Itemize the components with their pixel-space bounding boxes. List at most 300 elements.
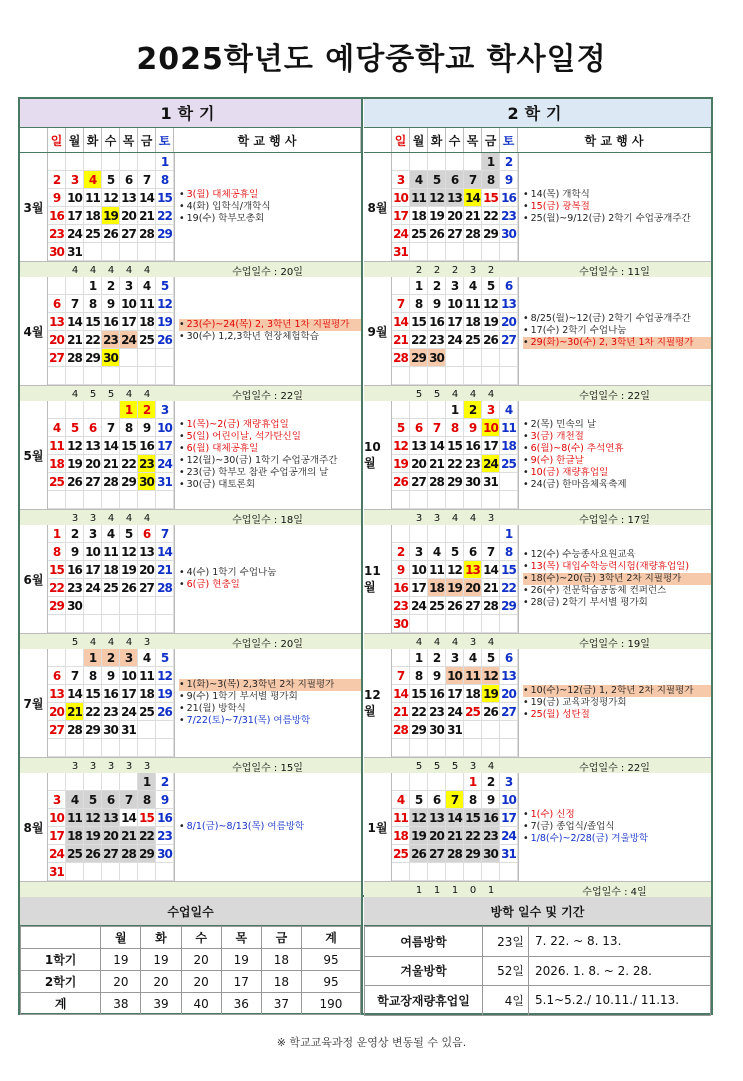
date-cell xyxy=(120,597,138,615)
date-cell: 15 xyxy=(410,685,428,703)
date-cell: 1 xyxy=(48,525,66,543)
date-cell xyxy=(410,243,428,261)
month-label: 1월 xyxy=(364,773,392,881)
date-cell: 31 xyxy=(500,845,518,863)
date-cell xyxy=(138,863,156,881)
event-text: 17(수) 2학기 수업나눔 xyxy=(530,325,627,336)
date-cell: 16 xyxy=(66,561,84,579)
event-item xyxy=(523,189,711,201)
date-cell: 24 xyxy=(446,703,464,721)
date-cell: 10 xyxy=(482,419,500,437)
date-cell xyxy=(84,773,102,791)
date-cell xyxy=(392,773,410,791)
event-item xyxy=(179,567,361,579)
date-cell: 1 xyxy=(84,649,102,667)
date-cell: 5 xyxy=(66,419,84,437)
class-days-count: 수업일수 : 11일 xyxy=(579,266,650,278)
date-cell xyxy=(482,615,500,633)
date-cell: 13 xyxy=(428,809,446,827)
event-text: 25(월)~9/12(금) 2학기 수업공개주간 xyxy=(530,213,691,224)
weekday-count: 3 xyxy=(469,264,477,276)
vacation-cell: 겨울방학 xyxy=(365,956,483,986)
date-cell: 31 xyxy=(446,721,464,739)
date-cell xyxy=(48,277,66,295)
date-cell: 24 xyxy=(410,597,428,615)
month-grid xyxy=(48,649,174,757)
event-item xyxy=(179,467,361,479)
date-cell xyxy=(464,243,482,261)
date-cell xyxy=(102,367,120,385)
weekday-count: 4 xyxy=(469,512,477,524)
date-cell xyxy=(48,649,66,667)
date-cell xyxy=(120,491,138,509)
date-cell: 17 xyxy=(500,809,518,827)
date-cell: 18 xyxy=(500,437,518,455)
month-block xyxy=(20,277,361,401)
date-cell: 3 xyxy=(120,649,138,667)
bullet-icon: • xyxy=(523,597,529,608)
event-item xyxy=(523,337,711,349)
weekday-count: 3 xyxy=(71,760,79,772)
date-cell xyxy=(102,597,120,615)
event-text: 4(수) 1학기 수업나눔 xyxy=(186,567,277,578)
weekday-count: 3 xyxy=(71,512,79,524)
month-grid xyxy=(48,401,174,509)
date-cell: 11 xyxy=(428,561,446,579)
weekday-count: 3 xyxy=(143,760,151,772)
date-cell: 23 xyxy=(66,579,84,597)
month-footer xyxy=(20,881,361,897)
date-cell: 4 xyxy=(464,649,482,667)
date-cell: 7 xyxy=(102,419,120,437)
date-cell: 2 xyxy=(392,543,410,561)
date-cell xyxy=(156,597,174,615)
day-header: 토 xyxy=(156,128,174,152)
bullet-icon: • xyxy=(179,703,185,714)
weekday-count: 5 xyxy=(415,760,423,772)
date-cell: 22 xyxy=(138,827,156,845)
event-text: 13(목) 대입수학능력시험(재량휴업일) xyxy=(530,561,690,572)
date-cell: 14 xyxy=(446,809,464,827)
event-item xyxy=(179,331,361,343)
semester1-header: 1학기 xyxy=(20,99,361,128)
date-cell: 6 xyxy=(428,791,446,809)
weekday-count: 4 xyxy=(469,388,477,400)
events-list xyxy=(174,153,361,261)
bullet-icon: • xyxy=(179,213,185,224)
date-cell: 10 xyxy=(84,543,102,561)
date-cell: 26 xyxy=(156,331,174,349)
summary-header-cell: 월 xyxy=(101,927,141,949)
date-cell: 29 xyxy=(156,225,174,243)
events-header: 학 교 행 사 xyxy=(518,128,711,152)
date-cell: 1 xyxy=(410,277,428,295)
date-cell xyxy=(84,367,102,385)
date-cell: 16 xyxy=(428,685,446,703)
date-cell: 29 xyxy=(482,225,500,243)
month-footer xyxy=(364,509,711,525)
events-list xyxy=(518,773,711,881)
date-cell: 3 xyxy=(120,277,138,295)
event-text: 30(수) 1,2,3학년 현장체험학습 xyxy=(186,331,319,342)
date-cell: 28 xyxy=(66,349,84,367)
date-cell: 14 xyxy=(66,313,84,331)
bullet-icon: • xyxy=(523,213,529,224)
date-cell: 14 xyxy=(392,313,410,331)
bullet-icon: • xyxy=(523,467,529,478)
date-cell: 27 xyxy=(446,225,464,243)
date-cell: 2 xyxy=(102,649,120,667)
event-item xyxy=(523,455,711,467)
events-list xyxy=(518,525,711,633)
date-cell: 28 xyxy=(482,597,500,615)
date-cell: 2 xyxy=(464,401,482,419)
date-cell: 4 xyxy=(138,277,156,295)
date-cell: 10 xyxy=(120,295,138,313)
date-cell xyxy=(66,773,84,791)
bullet-icon: • xyxy=(523,561,529,572)
weekday-count: 4 xyxy=(451,388,459,400)
month-grid xyxy=(392,649,518,757)
weekday-count: 4 xyxy=(125,636,133,648)
bullet-icon: • xyxy=(179,455,185,466)
date-cell: 9 xyxy=(428,295,446,313)
date-cell: 28 xyxy=(102,473,120,491)
date-cell: 16 xyxy=(156,809,174,827)
date-cell xyxy=(464,491,482,509)
date-cell: 20 xyxy=(500,313,518,331)
date-cell: 22 xyxy=(48,579,66,597)
date-cell: 17 xyxy=(48,827,66,845)
weekday-count: 4 xyxy=(433,636,441,648)
date-cell xyxy=(392,277,410,295)
summary-header-cell xyxy=(21,927,101,949)
date-cell: 3 xyxy=(48,791,66,809)
date-cell xyxy=(138,349,156,367)
month-footer xyxy=(20,633,361,649)
date-cell: 17 xyxy=(156,437,174,455)
event-text: 29(화)~30(수) 2, 3학년 1차 지필평가 xyxy=(530,337,694,348)
date-cell xyxy=(428,739,446,757)
date-cell: 18 xyxy=(102,561,120,579)
date-cell: 3 xyxy=(66,171,84,189)
date-cell: 15 xyxy=(500,561,518,579)
date-cell: 21 xyxy=(482,579,500,597)
date-cell: 26 xyxy=(156,703,174,721)
date-cell: 10 xyxy=(446,667,464,685)
date-cell: 19 xyxy=(428,207,446,225)
date-cell: 25 xyxy=(428,597,446,615)
event-text: 8/1(금)~8/13(목) 여름방학 xyxy=(186,821,305,832)
date-cell: 4 xyxy=(102,525,120,543)
date-cell: 30 xyxy=(392,615,410,633)
date-cell: 6 xyxy=(84,419,102,437)
date-cell: 13 xyxy=(102,809,120,827)
event-item xyxy=(523,573,711,585)
date-cell: 8 xyxy=(84,295,102,313)
date-cell xyxy=(482,721,500,739)
events-list xyxy=(174,525,361,633)
event-text: 18(수)~20(금) 3학년 2차 지필평가 xyxy=(530,573,682,584)
date-cell xyxy=(482,243,500,261)
date-cell: 21 xyxy=(138,207,156,225)
day-header: 토 xyxy=(500,128,518,152)
date-cell: 10 xyxy=(500,791,518,809)
month-label: 6월 xyxy=(20,525,48,633)
date-cell: 18 xyxy=(66,827,84,845)
class-days-count: 수업일수 : 17일 xyxy=(579,514,650,526)
date-cell: 13 xyxy=(500,295,518,313)
date-cell: 9 xyxy=(102,667,120,685)
date-cell: 21 xyxy=(66,331,84,349)
date-cell: 16 xyxy=(102,313,120,331)
event-text: 30(금) 대토론회 xyxy=(186,479,256,490)
date-cell: 1 xyxy=(138,773,156,791)
event-item xyxy=(523,201,711,213)
day-header: 금 xyxy=(482,128,500,152)
day-header: 목 xyxy=(464,128,482,152)
date-cell: 29 xyxy=(120,473,138,491)
date-cell: 11 xyxy=(392,809,410,827)
date-cell xyxy=(482,739,500,757)
date-cell xyxy=(102,491,120,509)
date-cell: 21 xyxy=(392,331,410,349)
date-cell: 11 xyxy=(464,295,482,313)
date-cell: 13 xyxy=(120,189,138,207)
weekday-count: 4 xyxy=(487,636,495,648)
bullet-icon: • xyxy=(523,697,529,708)
date-cell xyxy=(464,525,482,543)
date-cell: 7 xyxy=(66,295,84,313)
event-item xyxy=(179,201,361,213)
date-cell: 21 xyxy=(102,455,120,473)
event-text: 24(금) 한마음체육축제 xyxy=(530,479,627,490)
bullet-icon: • xyxy=(179,821,185,832)
date-cell: 26 xyxy=(120,579,138,597)
event-item xyxy=(179,455,361,467)
day-header: 일 xyxy=(48,128,66,152)
month-block xyxy=(20,153,361,277)
bullet-icon: • xyxy=(523,189,529,200)
bullet-icon: • xyxy=(179,467,185,478)
date-cell: 23 xyxy=(428,703,446,721)
calendar xyxy=(18,97,713,897)
date-cell: 31 xyxy=(66,243,84,261)
date-cell: 7 xyxy=(464,171,482,189)
month-footer xyxy=(20,261,361,277)
month-block xyxy=(364,153,711,277)
month-block xyxy=(364,525,711,649)
semester1-panel xyxy=(20,99,363,899)
date-cell xyxy=(410,615,428,633)
event-text: 1(수) 신정 xyxy=(530,809,575,820)
event-item xyxy=(523,213,711,225)
date-cell: 2 xyxy=(66,525,84,543)
date-cell xyxy=(84,243,102,261)
event-text: 23(금) 학부모 참관 수업공개의 날 xyxy=(186,467,329,478)
semester2-months xyxy=(364,153,711,897)
date-cell: 8 xyxy=(138,791,156,809)
bullet-icon: • xyxy=(179,691,185,702)
vacation-cell: 52일 xyxy=(483,956,529,986)
date-cell: 27 xyxy=(410,473,428,491)
date-cell: 19 xyxy=(156,313,174,331)
date-cell: 20 xyxy=(48,703,66,721)
date-cell xyxy=(392,491,410,509)
weekday-count: 0 xyxy=(469,884,477,896)
date-cell: 19 xyxy=(66,455,84,473)
date-cell: 5 xyxy=(156,649,174,667)
date-cell: 20 xyxy=(84,455,102,473)
weekday-count: 4 xyxy=(125,388,133,400)
month-grid xyxy=(48,277,174,385)
date-cell: 12 xyxy=(156,295,174,313)
date-cell: 31 xyxy=(120,721,138,739)
summary-cell: 18 xyxy=(261,971,301,993)
date-cell: 12 xyxy=(102,189,120,207)
weekday-count: 3 xyxy=(487,512,495,524)
weekday-count: 2 xyxy=(415,264,423,276)
summary-cell: 계 xyxy=(21,993,101,1015)
date-cell: 30 xyxy=(138,473,156,491)
month-footer xyxy=(364,261,711,277)
date-cell: 9 xyxy=(464,419,482,437)
events-list xyxy=(174,649,361,757)
date-cell: 8 xyxy=(48,543,66,561)
event-text: 26(수) 전문학습공동체 컨퍼런스 xyxy=(530,585,667,596)
event-text: 12(월)~30(금) 1학기 수업공개주간 xyxy=(186,455,338,466)
weekday-count: 1 xyxy=(415,884,423,896)
date-cell: 8 xyxy=(156,171,174,189)
date-cell: 6 xyxy=(500,649,518,667)
event-text: 1(목)~2(금) 재량휴업일 xyxy=(186,419,289,430)
date-cell xyxy=(446,525,464,543)
date-cell: 17 xyxy=(410,579,428,597)
date-cell xyxy=(446,243,464,261)
date-cell xyxy=(464,367,482,385)
date-cell: 12 xyxy=(482,667,500,685)
date-cell: 19 xyxy=(120,561,138,579)
date-cell: 28 xyxy=(392,721,410,739)
day-header: 금 xyxy=(138,128,156,152)
date-cell xyxy=(428,525,446,543)
vacation-row xyxy=(365,986,711,1016)
summary-header-row xyxy=(21,927,361,949)
vacation-title: 방학 일수 및 기간 xyxy=(364,897,711,926)
weekday-count xyxy=(138,882,156,898)
weekday-count: 4 xyxy=(143,264,151,276)
date-cell xyxy=(84,491,102,509)
weekday-count: 3 xyxy=(469,636,477,648)
summary-header-cell: 수 xyxy=(181,927,221,949)
event-item xyxy=(523,443,711,455)
date-cell xyxy=(66,367,84,385)
weekday-count: 5 xyxy=(71,636,79,648)
events-header: 학 교 행 사 xyxy=(174,128,361,152)
date-cell: 12 xyxy=(66,437,84,455)
event-item xyxy=(523,585,711,597)
date-cell xyxy=(120,863,138,881)
date-cell: 8 xyxy=(482,171,500,189)
month-label: 12월 xyxy=(364,649,392,757)
month-grid xyxy=(48,525,174,633)
date-cell: 31 xyxy=(482,473,500,491)
date-cell: 18 xyxy=(464,685,482,703)
date-cell xyxy=(446,615,464,633)
date-cell: 3 xyxy=(482,401,500,419)
summary-header-cell: 금 xyxy=(261,927,301,949)
date-cell: 17 xyxy=(392,207,410,225)
date-cell: 21 xyxy=(392,703,410,721)
date-cell xyxy=(66,649,84,667)
event-text: 6(월) 대체공휴일 xyxy=(186,443,259,454)
date-cell: 22 xyxy=(84,703,102,721)
month-label: 5월 xyxy=(20,401,48,509)
date-cell: 29 xyxy=(464,845,482,863)
date-cell: 28 xyxy=(392,349,410,367)
events-list xyxy=(174,277,361,385)
weekday-count: 4 xyxy=(71,388,79,400)
event-item xyxy=(179,419,361,431)
page-title: 2025학년도 예당중학교 학사일정 xyxy=(136,42,607,77)
date-cell xyxy=(464,615,482,633)
date-cell: 14 xyxy=(120,809,138,827)
date-cell: 18 xyxy=(464,313,482,331)
date-cell: 11 xyxy=(138,667,156,685)
date-cell: 20 xyxy=(138,561,156,579)
date-cell: 28 xyxy=(156,579,174,597)
event-text: 25(월) 성탄절 xyxy=(530,709,590,720)
date-cell xyxy=(392,649,410,667)
date-cell xyxy=(138,615,156,633)
date-cell: 2 xyxy=(102,277,120,295)
date-cell xyxy=(410,525,428,543)
date-cell: 14 xyxy=(464,189,482,207)
bullet-icon: • xyxy=(523,585,529,596)
summary-cell: 36 xyxy=(221,993,261,1015)
date-cell: 27 xyxy=(102,845,120,863)
date-cell xyxy=(66,277,84,295)
weekday-count: 3 xyxy=(469,760,477,772)
summary-cell: 95 xyxy=(301,949,360,971)
event-item xyxy=(523,549,711,561)
date-cell xyxy=(464,153,482,171)
month-footer xyxy=(20,757,361,773)
bullet-icon: • xyxy=(179,679,185,690)
date-cell: 14 xyxy=(102,437,120,455)
month-footer xyxy=(364,633,711,649)
day-header: 목 xyxy=(120,128,138,152)
date-cell: 23 xyxy=(48,225,66,243)
date-cell: 3 xyxy=(410,543,428,561)
date-cell: 15 xyxy=(482,189,500,207)
date-cell: 4 xyxy=(138,649,156,667)
month-footer xyxy=(364,881,711,897)
event-text: 14(목) 개학식 xyxy=(530,189,590,200)
date-cell: 24 xyxy=(120,331,138,349)
date-cell: 10 xyxy=(120,667,138,685)
date-cell: 19 xyxy=(410,827,428,845)
events-list xyxy=(174,773,361,881)
date-cell: 26 xyxy=(428,225,446,243)
date-cell: 2 xyxy=(482,773,500,791)
events-list xyxy=(518,153,711,261)
date-cell: 10 xyxy=(392,189,410,207)
date-cell: 13 xyxy=(464,561,482,579)
month-block xyxy=(364,649,711,773)
event-item xyxy=(523,697,711,709)
date-cell: 29 xyxy=(500,597,518,615)
